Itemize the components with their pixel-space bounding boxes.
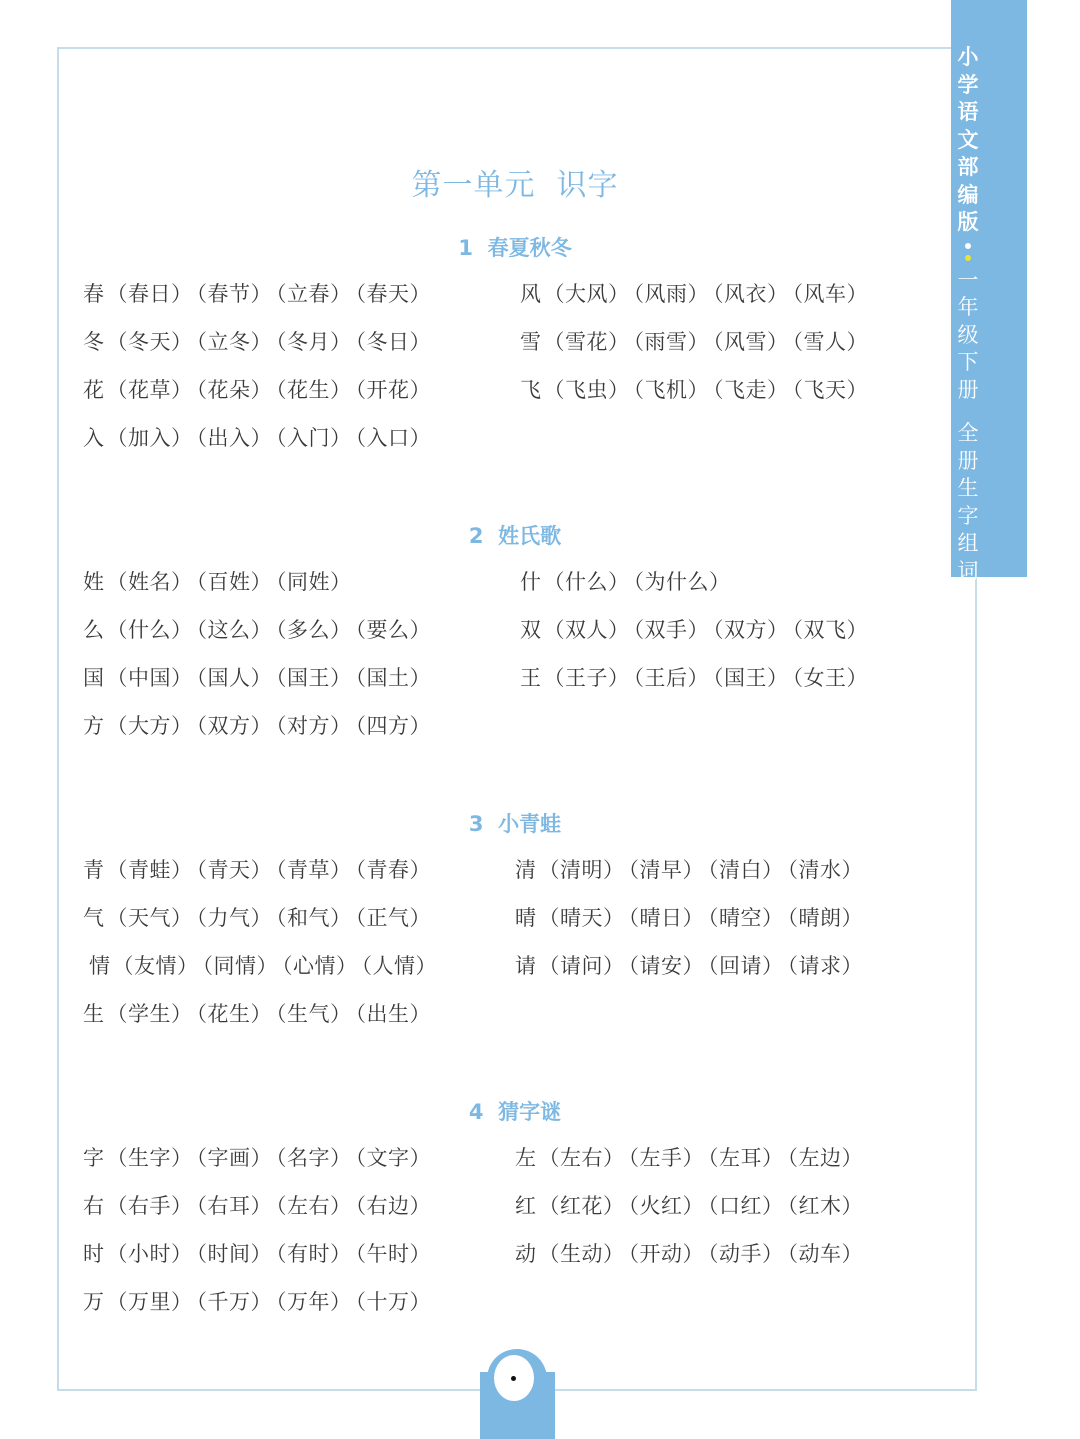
vocab-word: （双飞）: [792, 618, 868, 642]
vocab-row-right: [520, 566, 735, 596]
vocab-row-left: [83, 710, 435, 740]
vocab-word: （清明）: [538, 858, 625, 882]
vocab-word: （姓名）: [106, 570, 193, 594]
vocab-word: （飞机）: [633, 378, 709, 402]
vocab-word: （立冬）: [196, 330, 272, 354]
vocab-word: （雪人）: [792, 330, 868, 354]
side-tab-title-char: 编: [957, 182, 979, 207]
vocab-word: （入门）: [276, 426, 352, 450]
vocab-word: （生气）: [276, 1002, 352, 1026]
side-tab-grade-char: 一: [957, 267, 979, 292]
vocab-word: （万里）: [106, 1290, 193, 1314]
vocab-row-right: [520, 662, 872, 692]
vocab-word: （清水）: [787, 858, 863, 882]
vocab-word: （国土）: [355, 666, 431, 690]
side-tab-subtitle-char: 组: [957, 531, 979, 555]
lesson-title: 4 猜字谜: [468, 1100, 562, 1124]
vocab-word: （请求）: [787, 954, 863, 978]
vocab-row-left: [83, 854, 435, 884]
vocab-word: （回请）: [708, 954, 784, 978]
vocab-word: （双人）: [543, 618, 630, 642]
vocab-row-left: [83, 1286, 435, 1316]
vocab-character: 王: [520, 666, 542, 690]
vocab-word: （生字）: [106, 1146, 193, 1170]
side-tab-title-char: 学: [957, 72, 979, 97]
vocab-word: （动手）: [708, 1242, 784, 1266]
vocab-word: （红木）: [787, 1194, 863, 1218]
vocab-word: （晴天）: [538, 906, 625, 930]
vocab-word: （口红）: [708, 1194, 784, 1218]
vocab-row-left: [83, 902, 435, 932]
page-number-badge: [487, 1349, 547, 1409]
vocab-word: （请问）: [538, 954, 625, 978]
vocab-word: （动车）: [787, 1242, 863, 1266]
vocab-row-right: [515, 1142, 867, 1172]
vocab-character: 国: [83, 666, 105, 690]
vocab-word: （王子）: [543, 666, 630, 690]
vocab-word: （红花）: [538, 1194, 625, 1218]
vocab-word: （人情）: [361, 954, 437, 978]
vocab-word: （同姓）: [276, 570, 352, 594]
vocab-row-left: [83, 1238, 435, 1268]
vocab-row-left: [89, 950, 441, 980]
vocab-character: 红: [515, 1194, 537, 1218]
vocab-word: （花草）: [106, 378, 193, 402]
vocab-word: （国王）: [713, 666, 789, 690]
vocab-word: （左耳）: [708, 1146, 784, 1170]
vocab-word: （青草）: [276, 858, 352, 882]
vocab-word: （百姓）: [196, 570, 272, 594]
side-tab-title-char: 文: [957, 127, 979, 152]
vocab-row-left: [83, 326, 435, 356]
vocab-word: （多么）: [276, 618, 352, 642]
vocab-row-left: [83, 374, 435, 404]
vocab-character: 左: [515, 1146, 537, 1170]
vocab-character: 情: [89, 954, 111, 978]
vocab-word: （这么）: [196, 618, 272, 642]
vocab-word: （四方）: [355, 714, 431, 738]
vocab-character: 入: [83, 426, 105, 450]
vocab-word: （清白）: [708, 858, 784, 882]
vocab-word: （立春）: [276, 282, 352, 306]
vocab-character: 气: [83, 906, 105, 930]
vocab-character: 万: [83, 1290, 105, 1314]
lesson-title: 2 姓氏歌: [468, 524, 562, 548]
vocab-word: （风雨）: [633, 282, 709, 306]
vocab-word: （国王）: [276, 666, 352, 690]
vocab-row-right: [515, 854, 867, 884]
vocab-word: （开动）: [628, 1242, 704, 1266]
vocab-word: （晴日）: [628, 906, 704, 930]
vocab-word: （飞天）: [792, 378, 868, 402]
vocab-word: （青天）: [196, 858, 272, 882]
vocab-word: （左边）: [787, 1146, 863, 1170]
side-tab-grade-char: 年: [957, 295, 979, 319]
vocab-word: （花生）: [276, 378, 352, 402]
vocab-word: （风车）: [792, 282, 868, 306]
vocab-word: （要么）: [355, 618, 431, 642]
vocab-word: （女王）: [792, 666, 868, 690]
vocab-character: 冬: [83, 330, 105, 354]
vocab-row-right: [520, 326, 872, 356]
vocab-word: （出生）: [355, 1002, 431, 1026]
vocab-character: 飞: [520, 378, 542, 402]
vocab-word: （加入）: [106, 426, 193, 450]
vocab-word: （飞走）: [713, 378, 789, 402]
vocab-word: （午时）: [355, 1242, 431, 1266]
side-tab-grade-char: 级: [957, 322, 979, 347]
vocab-character: 清: [515, 858, 537, 882]
unit-title: 第一单元 识字: [411, 168, 619, 203]
vocab-word: （友情）: [112, 954, 199, 978]
vocab-row-left: [83, 1190, 435, 1220]
page-number-badge-inner: [494, 1355, 534, 1401]
lesson-title: 3 小青蛙: [468, 812, 562, 836]
vocab-character: 右: [83, 1194, 105, 1218]
vocab-row-right: [520, 614, 872, 644]
vocab-word: （双方）: [196, 714, 272, 738]
vocab-row-left: [83, 566, 356, 596]
vocab-character: 青: [83, 858, 105, 882]
vocab-word: （出入）: [196, 426, 272, 450]
vocab-word: （十万）: [355, 1290, 431, 1314]
vocab-word: （入口）: [355, 426, 431, 450]
side-tab-subtitle-char: 词: [957, 558, 979, 583]
vocab-word: （有时）: [276, 1242, 352, 1266]
lesson-title: 1 春夏秋冬: [458, 236, 572, 260]
vocab-word: （风衣）: [713, 282, 789, 306]
vocab-character: 双: [520, 618, 542, 642]
side-tab-subtitle-char: 生: [957, 476, 979, 500]
vocab-character: 字: [83, 1146, 105, 1170]
page-dot-icon: [511, 1376, 516, 1381]
vocab-word: （左右）: [276, 1194, 352, 1218]
vocab-row-right: [520, 374, 872, 404]
vocab-word: （青春）: [355, 858, 431, 882]
vocab-word: （和气）: [276, 906, 352, 930]
vocab-word: （字画）: [196, 1146, 272, 1170]
vocab-row-right: [515, 1190, 867, 1220]
side-tab-title-char: 小: [957, 45, 979, 69]
vocab-word: （中国）: [106, 666, 193, 690]
vocab-row-left: [83, 614, 435, 644]
vocab-character: 什: [520, 570, 542, 594]
vocab-row-left: [83, 422, 435, 452]
vocab-word: （雨雪）: [633, 330, 709, 354]
vocab-word: （同情）: [202, 954, 278, 978]
vocab-word: （左右）: [538, 1146, 625, 1170]
vocab-word: （右耳）: [196, 1194, 272, 1218]
side-tab-subtitle-char: 字: [957, 503, 979, 528]
vocab-word: （为什么）: [633, 570, 731, 594]
vocab-character: 雪: [520, 330, 542, 354]
vocab-row-left: [83, 662, 435, 692]
vocab-row-right: [520, 278, 872, 308]
vocab-word: （春日）: [106, 282, 193, 306]
vocab-character: 动: [515, 1242, 537, 1266]
vocab-word: （清早）: [628, 858, 704, 882]
vocab-word: （生动）: [538, 1242, 625, 1266]
vocab-word: （请安）: [628, 954, 704, 978]
side-tab-grade-char: 下: [957, 350, 979, 374]
vocab-word: （力气）: [196, 906, 272, 930]
vocab-word: （冬月）: [276, 330, 352, 354]
vocab-word: （冬天）: [106, 330, 193, 354]
vocab-word: （左手）: [628, 1146, 704, 1170]
side-tab-grade-char: 册: [957, 377, 979, 402]
vocab-word: （王后）: [633, 666, 709, 690]
vocab-word: （大风）: [543, 282, 630, 306]
side-tab-title-char: 语: [957, 100, 979, 124]
vocab-row-left: [83, 998, 435, 1028]
vocab-word: （小时）: [106, 1242, 193, 1266]
vocab-character: 时: [83, 1242, 105, 1266]
vocab-character: 风: [520, 282, 542, 306]
vocab-word: （开花）: [355, 378, 431, 402]
vocab-character: 方: [83, 714, 105, 738]
vocab-row-left: [83, 1142, 435, 1172]
vocab-word: （雪花）: [543, 330, 630, 354]
vocab-word: （什么）: [106, 618, 193, 642]
vocab-word: （大方）: [106, 714, 193, 738]
vocab-row-left: [83, 278, 435, 308]
vocab-word: （飞虫）: [543, 378, 630, 402]
vocab-word: （正气）: [355, 906, 431, 930]
vocab-word: （花生）: [196, 1002, 272, 1026]
vocab-character: 春: [83, 282, 105, 306]
vocab-character: 花: [83, 378, 105, 402]
side-tab-banner: [951, 0, 1027, 583]
vocab-word: （国人）: [196, 666, 272, 690]
vocab-word: （春节）: [196, 282, 272, 306]
vocab-row-right: [515, 902, 867, 932]
vocab-row-right: [515, 1238, 867, 1268]
vocab-word: （对方）: [276, 714, 352, 738]
vocab-word: （晴朗）: [787, 906, 863, 930]
vocab-word: （火红）: [628, 1194, 704, 1218]
vocab-word: （晴空）: [708, 906, 784, 930]
side-tab-title-char: 版: [957, 210, 979, 234]
vocab-word: （学生）: [106, 1002, 193, 1026]
vocab-word: （冬日）: [355, 330, 431, 354]
vocab-word: （时间）: [196, 1242, 272, 1266]
vocab-character: 请: [515, 954, 537, 978]
vocab-character: 晴: [515, 906, 537, 930]
vocab-word: （花朵）: [196, 378, 272, 402]
side-tab-vertical-text: [951, 44, 985, 585]
vocab-row-right: [515, 950, 867, 980]
vocab-word: （右边）: [355, 1194, 431, 1218]
vocab-word: （名字）: [276, 1146, 352, 1170]
vocab-word: （双手）: [633, 618, 709, 642]
side-tab-subtitle-char: 册: [957, 448, 979, 473]
vocab-word: （天气）: [106, 906, 193, 930]
vocab-word: （心情）: [282, 954, 358, 978]
vocab-character: 姓: [83, 570, 105, 594]
vocab-word: （右手）: [106, 1194, 193, 1218]
vocab-word: （青蛙）: [106, 858, 193, 882]
vocab-word: （风雪）: [713, 330, 789, 354]
vocab-word: （万年）: [276, 1290, 352, 1314]
vocab-character: 生: [83, 1002, 105, 1026]
side-tab-title-char: 部: [957, 155, 979, 179]
vocab-character: 么: [83, 618, 105, 642]
vocab-word: （什么）: [543, 570, 630, 594]
side-tab-subtitle-char: 全: [957, 421, 979, 445]
vocab-word: （千万）: [196, 1290, 272, 1314]
vocab-word: （双方）: [713, 618, 789, 642]
vocab-word: （文字）: [355, 1146, 431, 1170]
vocab-word: （春天）: [355, 282, 431, 306]
